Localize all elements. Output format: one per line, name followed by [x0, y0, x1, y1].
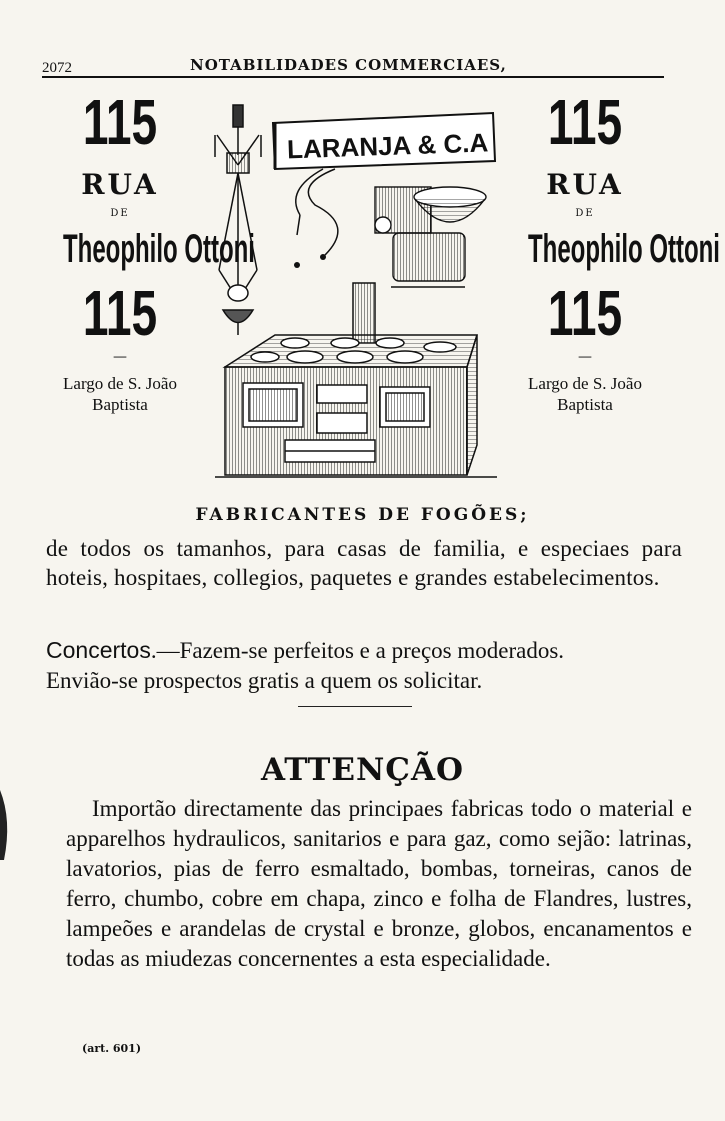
page-number: 2072	[42, 60, 72, 76]
de-label: DE	[110, 208, 130, 219]
street-number-bottom: 115	[82, 277, 158, 349]
notice-body: Importão directamente das principaes fabricas todo o material e apparelhos hydraulicos, sanitarios e para gaz, como sejão: latrinas, lavatorios, pias de ferro esmaltado, bombas, torneiras, canos de ferro, chumbo, cobre em chapa, zinco e folha de Flandres, lustres, lampeões e arandelas de crystal e bronze, globos, encanamentos e todas as miudezas concernentes a esta especialidade.	[66, 796, 692, 971]
manufacturers-heading: FABRICANTES DE FOGÕES;	[195, 505, 530, 525]
address-column-right	[490, 86, 720, 415]
square-name-line1: Largo de S. João	[528, 374, 642, 393]
repairs-label: Concertos	[46, 637, 151, 663]
prospectus-line: Envião-se prospectos gratis a quem os solicitar.	[46, 668, 483, 693]
repairs-line	[46, 636, 682, 665]
separator-dash: —	[578, 349, 592, 365]
hanging-lamp-icon	[215, 105, 261, 335]
square-name-line1: Largo de S. João	[63, 374, 177, 393]
stove-illustration	[205, 95, 505, 505]
square-name-line2: Baptista	[92, 395, 148, 414]
street-name: Theophilo Ottoni	[62, 227, 255, 271]
stovepipe	[353, 283, 375, 343]
street-number-top: 115	[82, 86, 158, 158]
running-head: NOTABILIDADES COMMERCIAES,	[190, 56, 507, 74]
square-name-line2: Baptista	[557, 395, 613, 414]
notice-title: ATTENÇÃO	[260, 752, 465, 788]
repairs-text: .—Fazem-se perfeitos e a preços moderados.	[150, 638, 565, 663]
coffee-grinder-icon	[375, 187, 486, 287]
banner-text: LARANJA & C.A	[286, 127, 489, 165]
street-number-top: 115	[547, 86, 623, 158]
street-number-bottom: 115	[547, 277, 623, 349]
article-reference: (art. 601)	[82, 1042, 142, 1055]
stove-icon	[215, 335, 497, 477]
separator-dash: —	[113, 349, 127, 365]
rua-label: RUA	[81, 168, 159, 201]
stove-description: de todos os tamanhos, para casas de familia, e especiaes para hoteis, hospitaes, collegios, paquetes e grandes estabelecimentos.	[46, 536, 682, 590]
scan-edge-mark	[0, 780, 14, 870]
section-divider	[298, 706, 412, 707]
de-label: DE	[575, 208, 595, 219]
rua-label: RUA	[546, 168, 624, 201]
address-column-left	[25, 86, 255, 415]
header-rule	[42, 76, 664, 78]
street-name: Theophilo Ottoni	[528, 227, 720, 271]
